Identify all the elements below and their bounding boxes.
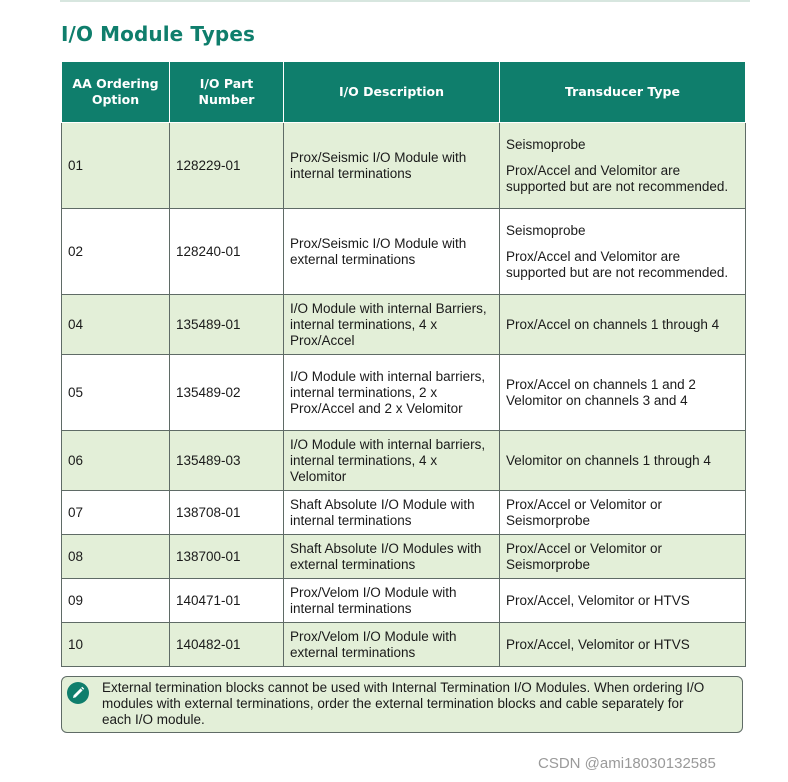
table-row (62, 209, 746, 295)
cell-part-number: 138700-01 (170, 535, 284, 579)
cell-description: Shaft Absolute I/O Modules with external terminations (284, 535, 500, 579)
header-ordering-option: AA Ordering Option (62, 62, 170, 123)
table-header-row (62, 62, 746, 123)
cell-transducer: Prox/Accel, Velomitor or HTVS (500, 579, 746, 623)
cell-description: Prox/Seismic I/O Module with external terminations (284, 209, 500, 295)
transducer-line: Prox/Accel and Velomitor are supported but are not recommended. (506, 248, 729, 280)
cell-transducer: Velomitor on channels 1 through 4 (500, 431, 746, 491)
cell-option: 08 (62, 535, 170, 579)
table-row (62, 295, 746, 355)
cell-option: 04 (62, 295, 170, 355)
cell-transducer: Prox/Accel on channels 1 through 4 (500, 295, 746, 355)
cell-transducer: Prox/Accel or Velomitor or Seismorprobe (500, 491, 746, 535)
cell-part-number: 140471-01 (170, 579, 284, 623)
cell-description: I/O Module with internal barriers, internal terminations, 2 x Prox/Accel and 2 x Velomitor (284, 355, 500, 431)
table-row (62, 123, 746, 209)
table-row (62, 355, 746, 431)
header-description: I/O Description (284, 62, 500, 123)
cell-option: 09 (62, 579, 170, 623)
cell-part-number: 135489-03 (170, 431, 284, 491)
watermark: CSDN @ami18030132585 (538, 755, 716, 772)
page-title: I/O Module Types (61, 22, 255, 46)
header-part-number: I/O Part Number (170, 62, 284, 123)
cell-part-number: 140482-01 (170, 623, 284, 667)
cell-part-number: 128240-01 (170, 209, 284, 295)
cell-option: 05 (62, 355, 170, 431)
note-callout (61, 676, 743, 733)
cell-description: Prox/Velom I/O Module with external terminations (284, 623, 500, 667)
cell-option: 02 (62, 209, 170, 295)
pencil-icon (67, 682, 89, 704)
cell-part-number: 138708-01 (170, 491, 284, 535)
header-transducer-type: Transducer Type (500, 62, 746, 123)
cell-part-number: 135489-01 (170, 295, 284, 355)
table-row (62, 579, 746, 623)
io-module-table (61, 61, 746, 667)
cell-option: 07 (62, 491, 170, 535)
cell-part-number: 135489-02 (170, 355, 284, 431)
cell-description: I/O Module with internal Barriers, internal terminations, 4 x Prox/Accel (284, 295, 500, 355)
cell-option: 06 (62, 431, 170, 491)
cell-part-number: 128229-01 (170, 123, 284, 209)
note-text: External termination blocks cannot be used with Internal Termination I/O Modules. When ordering I/O modules with external terminations, order the external termination blocks and cable separately for each I/O module. (102, 680, 705, 727)
cell-option: 10 (62, 623, 170, 667)
transducer-line: Seismoprobe (506, 136, 586, 152)
cell-description: I/O Module with internal barriers, internal terminations, 4 x Velomitor (284, 431, 500, 491)
cell-option: 01 (62, 123, 170, 209)
cell-transducer: Prox/Accel, Velomitor or HTVS (500, 623, 746, 667)
cell-transducer (500, 209, 746, 295)
cell-description: Prox/Seismic I/O Module with internal terminations (284, 123, 500, 209)
transducer-line: Seismoprobe (506, 222, 586, 238)
transducer-line: Prox/Accel and Velomitor are supported but are not recommended. (506, 162, 729, 194)
cell-description: Shaft Absolute I/O Module with internal terminations (284, 491, 500, 535)
table-row (62, 431, 746, 491)
cell-transducer (500, 123, 746, 209)
top-divider (60, 0, 750, 2)
cell-transducer: Prox/Accel on channels 1 and 2 Velomitor on channels 3 and 4 (500, 355, 746, 431)
table-row (62, 623, 746, 667)
cell-transducer: Prox/Accel or Velomitor or Seismorprobe (500, 535, 746, 579)
cell-description: Prox/Velom I/O Module with internal terminations (284, 579, 500, 623)
table-row (62, 535, 746, 579)
table-row (62, 491, 746, 535)
